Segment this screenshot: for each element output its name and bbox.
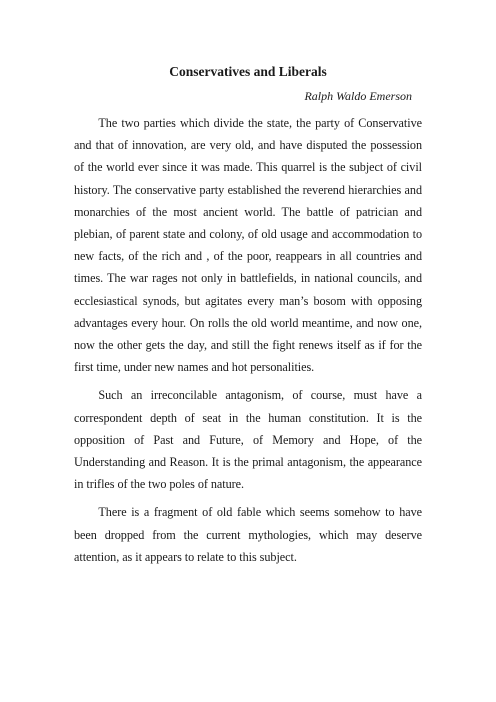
document-author: Ralph Waldo Emerson — [304, 89, 412, 103]
document-page — [74, 62, 422, 574]
paragraph-1: The two parties which divide the state, the party of Conservative and that of innovation, are very old, and have disputed the possession of the world ever since it was made. This quarrel is the subject of civil history. The conservative party established the reverend hierarchies and monarchies of the most ancient world. The battle of patrician and plebian, of parent state and colony, of old usage and accommodation to new facts, of the rich and , of the poor, reappears in all countries and times. The war rages not only in battlefields, in national councils, and ecclesiastical synods, but agitates every man’s bosom with opposing advantages every hour. On rolls the old world meantime, and now one, now the other gets the day, and still the fight renews itself as if for the first time, under new names and hot personalities. — [74, 116, 422, 375]
paragraph-3: There is a fragment of old fable which seems somehow to have been dropped from the current mythologies, which may deserve attention, as it appears to relate to this subject. — [74, 505, 422, 564]
paragraph-2: Such an irreconcilable antagonism, of course, must have a correspondent depth of seat in the human constitution. It is the opposition of Past and Future, of Memory and Hope, of the Understanding and Reason. It is the primal antagonism, the appearance in trifles of the two poles of nature. — [74, 388, 422, 492]
document-title: Conservatives and Liberals — [169, 64, 327, 79]
